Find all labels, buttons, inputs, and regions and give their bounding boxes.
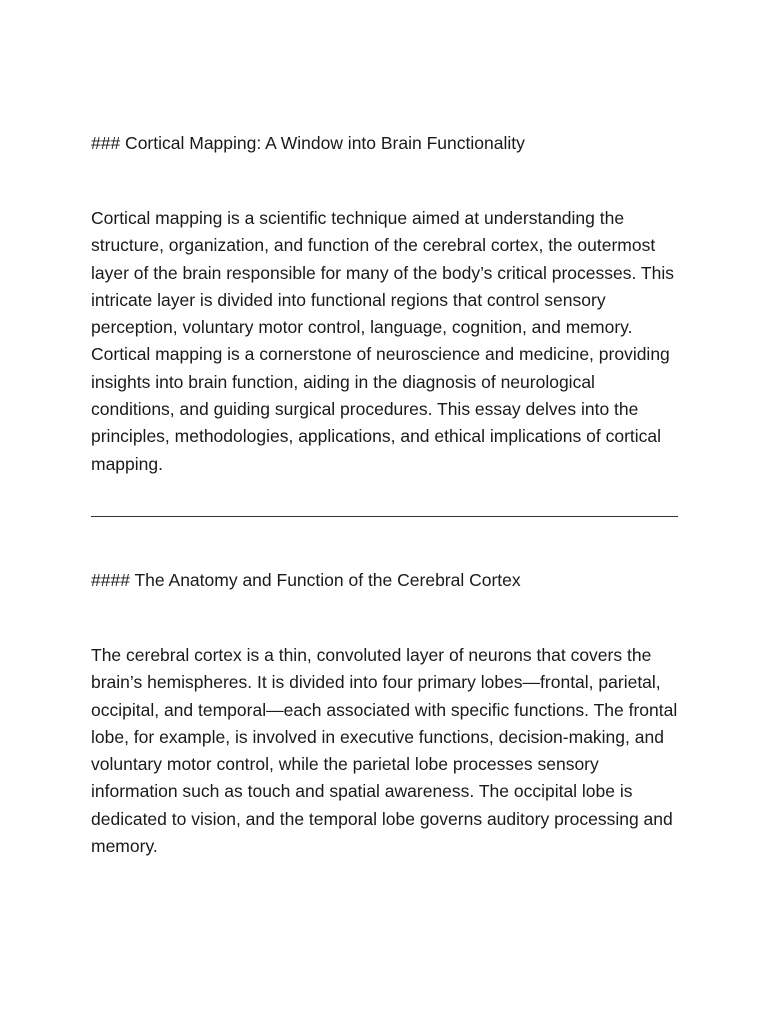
intro-paragraph: Cortical mapping is a scientific technique aimed at understanding the structure, organization, and function of the cerebral cortex, the outermost layer of the brain responsible for many of the body’s critical processes. This intricate layer is divided into functional regions that control sensory perception, voluntary motor control, language, cognition, and memory. Cortical mapping is a cornerstone of neuroscience and medicine, providing insights into brain function, aiding in the diagnosis of neurological conditions, and guiding surgical procedures. This essay delves into the principles, methodologies, applications, and ethical implications of cortical mapping. — [91, 208, 674, 474]
anatomy-paragraph: The cerebral cortex is a thin, convoluted layer of neurons that covers the brain’s hemispheres. It is divided into four primary lobes—frontal, parietal, occipital, and temporal—each associated with specific functions. The frontal lobe, for example, is involved in executive functions, decision-making, and voluntary motor control, while the parietal lobe processes sensory information such as touch and spatial awareness. The occipital lobe is dedicated to vision, and the temporal lobe governs auditory processing and memory. — [91, 645, 678, 857]
section-heading-anatomy: #### The Anatomy and Function of the Cerebral Cortex — [91, 570, 521, 590]
horizontal-divider — [91, 516, 678, 517]
section-heading-cortical-mapping: ### Cortical Mapping: A Window into Brain Functionality — [91, 133, 525, 153]
